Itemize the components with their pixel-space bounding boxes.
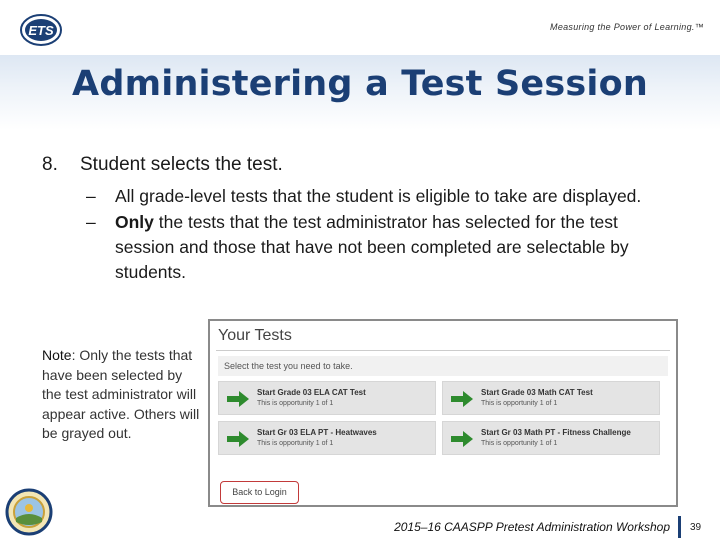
- panel-title: Your Tests: [218, 327, 292, 344]
- test-opportunity: This is opportunity 1 of 1: [481, 440, 558, 447]
- test-opportunity: This is opportunity 1 of 1: [481, 400, 558, 407]
- bullet-text: All grade-level tests that the student is eligible to take are displayed.: [115, 186, 642, 206]
- arrow-right-icon: [227, 391, 249, 407]
- ets-logo: [20, 14, 62, 46]
- test-name: Start Gr 03 ELA PT - Heatwaves: [257, 428, 377, 437]
- bullet-dash: –: [86, 212, 96, 232]
- bullet-text: the tests that the test administrator has selected for the test session and those that have not been completed are selectable by students.: [115, 212, 629, 282]
- test-button-math-cat[interactable]: [442, 381, 660, 415]
- footer-text: 2015–16 CAASPP Pretest Administration Workshop: [394, 520, 670, 534]
- test-opportunity: This is opportunity 1 of 1: [257, 400, 334, 407]
- arrow-right-icon: [451, 391, 473, 407]
- bullet-lead: Only: [115, 212, 154, 232]
- tagline: Measuring the Power of Learning.™: [550, 22, 704, 32]
- test-name: Start Gr 03 Math PT - Fitness Challenge: [481, 428, 631, 437]
- note-label: Note: [42, 347, 72, 363]
- footer-divider: [678, 516, 681, 538]
- step-text: Student selects the test.: [80, 154, 283, 175]
- step-heading: [42, 154, 682, 176]
- slide-content: [42, 154, 682, 286]
- back-to-login-button[interactable]: Back to Login: [220, 481, 299, 504]
- step-number: 8.: [42, 154, 58, 175]
- bullet-item: [42, 210, 655, 285]
- test-name: Start Grade 03 ELA CAT Test: [257, 388, 366, 397]
- test-name: Start Grade 03 Math CAT Test: [481, 388, 593, 397]
- bullet-item: [42, 184, 655, 209]
- instruction-bar: Select the test you need to take.: [218, 356, 668, 376]
- test-button-ela-cat[interactable]: [218, 381, 436, 415]
- state-seal-icon: [5, 488, 53, 536]
- note-text: : Only the tests that have been selected by the test administrator will appear active. Others will be grayed out.: [42, 347, 200, 441]
- bullet-dash: –: [86, 186, 96, 206]
- arrow-right-icon: [227, 431, 249, 447]
- test-opportunity: This is opportunity 1 of 1: [257, 440, 334, 447]
- your-tests-panel: [208, 319, 678, 507]
- test-button-ela-pt[interactable]: [218, 421, 436, 455]
- slide-title: Administering a Test Session: [72, 64, 648, 104]
- logo-text: ETS: [28, 23, 54, 38]
- arrow-right-icon: [451, 431, 473, 447]
- bullet-list: [42, 184, 682, 285]
- page-number: 39: [690, 522, 702, 533]
- test-button-math-pt[interactable]: [442, 421, 660, 455]
- note: [42, 346, 202, 444]
- panel-divider: [216, 350, 670, 351]
